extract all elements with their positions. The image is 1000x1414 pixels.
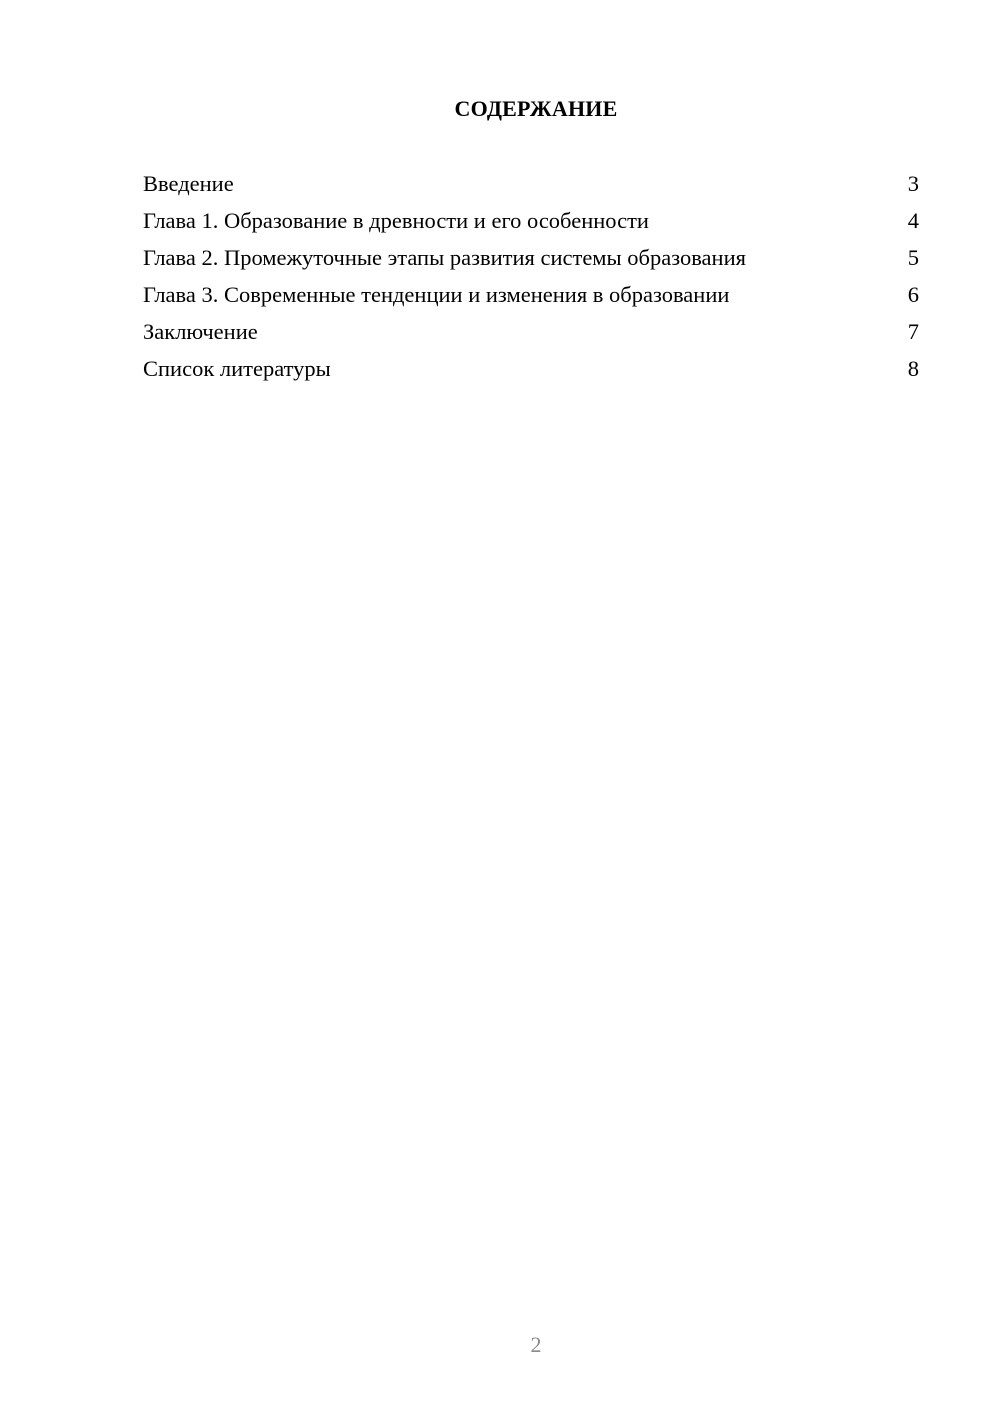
- toc-entry-page-number: 8: [907, 356, 919, 381]
- page-title: СОДЕРЖАНИЕ: [454, 96, 618, 121]
- toc-entry-chapter-1[interactable]: [143, 206, 919, 243]
- toc-entry-bibliography[interactable]: [143, 354, 919, 391]
- toc-entry-introduction[interactable]: [143, 169, 919, 206]
- toc-entry-title: Глава 3. Современные тенденции и изменения в образовании: [143, 282, 730, 307]
- toc-entry-title: Заключение: [143, 319, 258, 344]
- toc-entry-page-number: 4: [907, 208, 919, 233]
- table-of-contents: [143, 169, 919, 391]
- toc-entry-title: Список литературы: [143, 356, 331, 381]
- toc-entry-title: Глава 2. Промежуточные этапы развития системы образования: [143, 245, 746, 270]
- toc-entry-page-number: 5: [907, 245, 919, 270]
- toc-entry-conclusion[interactable]: [143, 317, 919, 354]
- toc-entry-title: Введение: [143, 171, 234, 196]
- toc-entry-page-number: 3: [907, 171, 919, 196]
- toc-entry-page-number: 6: [907, 282, 919, 307]
- footer-page-number: 2: [530, 1332, 542, 1357]
- toc-entry-chapter-2[interactable]: [143, 243, 919, 280]
- toc-entry-chapter-3[interactable]: [143, 280, 919, 317]
- toc-entry-page-number: 7: [907, 319, 919, 344]
- toc-entry-title: Глава 1. Образование в древности и его особенности: [143, 208, 649, 233]
